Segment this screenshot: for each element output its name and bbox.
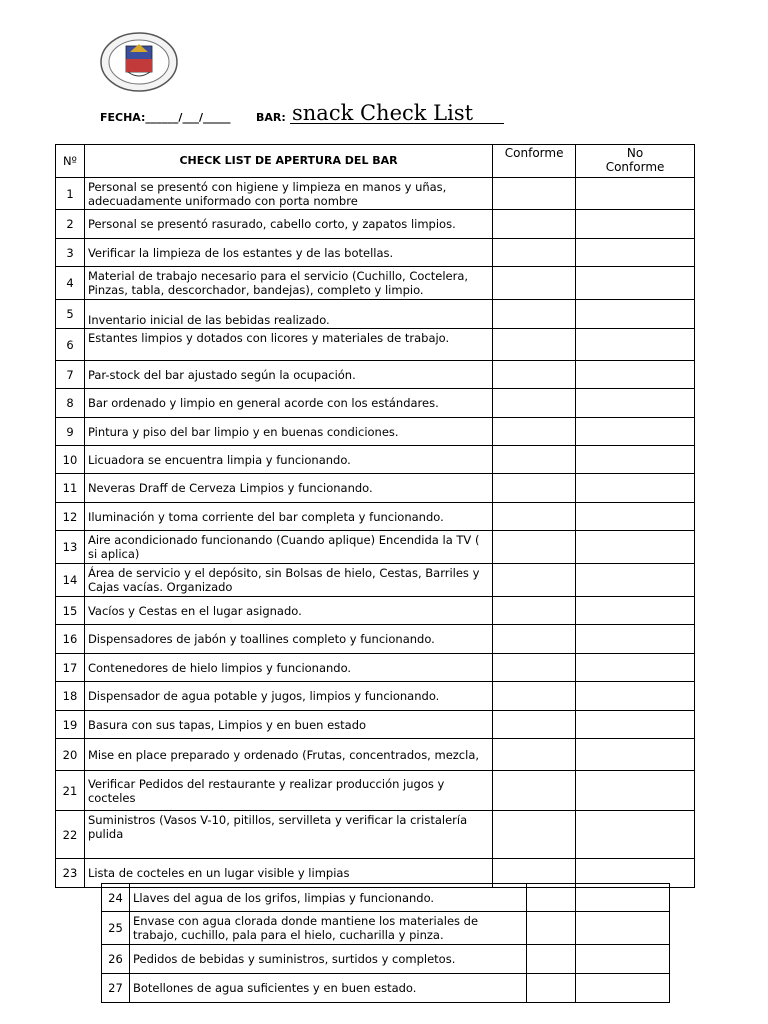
bar-label: BAR: <box>256 111 286 124</box>
row-item-text: Personal se presentó con higiene y limpieza en manos y uñas, adecuadamente uniformado con porta nombre <box>84 178 492 210</box>
row-item-text: Dispensadores de jabón y toallines completo y funcionando. <box>84 625 492 654</box>
row-number: 22 <box>56 811 85 859</box>
no-conforme-cell[interactable] <box>576 597 695 625</box>
table-row <box>56 239 695 267</box>
conforme-cell[interactable] <box>493 711 576 739</box>
no-conforme-cell[interactable] <box>576 178 695 210</box>
no-conforme-cell[interactable] <box>576 210 695 239</box>
conforme-cell[interactable] <box>493 239 576 267</box>
table-row <box>56 711 695 739</box>
table-row <box>56 361 695 389</box>
row-item-text: Basura con sus tapas, Limpios y en buen estado <box>84 711 492 739</box>
table-row <box>102 945 670 974</box>
row-item-text: Inventario inicial de las bebidas realizado. <box>84 300 492 329</box>
table-row <box>102 912 670 945</box>
no-conforme-cell[interactable] <box>576 446 695 474</box>
row-item-text: Dispensador de agua potable y jugos, limpios y funcionando. <box>84 682 492 711</box>
row-item-text: Contenedores de hielo limpios y funcionando. <box>84 654 492 682</box>
no-conforme-cell[interactable] <box>576 503 695 531</box>
seal-logo-icon <box>100 32 178 92</box>
row-number: 6 <box>56 329 85 361</box>
header <box>100 101 520 128</box>
conforme-cell[interactable] <box>493 361 576 389</box>
row-item-text: Pedidos de bebidas y suministros, surtidos y completos. <box>129 945 526 974</box>
no-conforme-cell[interactable] <box>576 739 695 771</box>
row-item-text: Par-stock del bar ajustado según la ocupación. <box>84 361 492 389</box>
row-number: 7 <box>56 361 85 389</box>
conforme-cell[interactable] <box>493 564 576 597</box>
conforme-cell[interactable] <box>493 210 576 239</box>
no-conforme-cell[interactable] <box>576 418 695 446</box>
row-number: 20 <box>56 739 85 771</box>
row-item-text: Mise en place preparado y ordenado (Frutas, concentrados, mezcla, <box>84 739 492 771</box>
no-conforme-cell[interactable] <box>576 300 695 329</box>
conforme-cell[interactable] <box>493 625 576 654</box>
conforme-cell[interactable] <box>527 912 576 945</box>
table-row <box>56 771 695 811</box>
row-number: 1 <box>56 178 85 210</box>
row-number: 11 <box>56 474 85 503</box>
no-conforme-cell[interactable] <box>576 564 695 597</box>
conforme-cell[interactable] <box>493 446 576 474</box>
no-conforme-cell[interactable] <box>576 389 695 418</box>
row-item-text: Verificar Pedidos del restaurante y realizar producción jugos y cocteles <box>84 771 492 811</box>
row-number: 18 <box>56 682 85 711</box>
no-conforme-cell[interactable] <box>576 711 695 739</box>
table-row <box>56 329 695 361</box>
row-number: 24 <box>102 884 130 912</box>
no-conforme-cell[interactable] <box>576 531 695 564</box>
row-item-text: Lista de cocteles en un lugar visible y limpias <box>84 859 492 888</box>
table-row <box>56 597 695 625</box>
table-row <box>56 739 695 771</box>
row-item-text: Estantes limpios y dotados con licores y materiales de trabajo. <box>84 329 492 361</box>
conforme-cell[interactable] <box>493 682 576 711</box>
row-item-text: Llaves del agua de los grifos, limpias y funcionando. <box>129 884 526 912</box>
row-item-text: Botellones de agua suficientes y en buen estado. <box>129 974 526 1003</box>
no-conforme-cell[interactable] <box>576 239 695 267</box>
row-number: 21 <box>56 771 85 811</box>
table-row <box>56 210 695 239</box>
row-number: 13 <box>56 531 85 564</box>
conforme-cell[interactable] <box>493 474 576 503</box>
row-number: 15 <box>56 597 85 625</box>
conforme-cell[interactable] <box>493 300 576 329</box>
table-row <box>102 974 670 1003</box>
row-number: 27 <box>102 974 130 1003</box>
conforme-cell[interactable] <box>527 945 576 974</box>
conforme-cell[interactable] <box>493 654 576 682</box>
conforme-cell[interactable] <box>493 739 576 771</box>
table-row <box>56 625 695 654</box>
no-conforme-cell[interactable] <box>576 912 670 945</box>
fecha-label: FECHA:______/___/_____ <box>100 111 231 124</box>
no-conforme-cell[interactable] <box>576 974 670 1003</box>
checklist-table-continued <box>101 883 670 1003</box>
row-number: 17 <box>56 654 85 682</box>
row-number: 25 <box>102 912 130 945</box>
no-conforme-cell[interactable] <box>576 945 670 974</box>
row-number: 5 <box>56 300 85 329</box>
table-row <box>56 654 695 682</box>
table-row <box>56 178 695 210</box>
conforme-cell[interactable] <box>493 389 576 418</box>
row-number: 3 <box>56 239 85 267</box>
row-number: 19 <box>56 711 85 739</box>
no-conforme-cell[interactable] <box>576 625 695 654</box>
bar-value: snack Check List <box>290 102 504 124</box>
table-row <box>56 418 695 446</box>
table-row <box>56 531 695 564</box>
row-number: 9 <box>56 418 85 446</box>
table-header-row <box>56 145 695 178</box>
table-row <box>56 564 695 597</box>
header-title: CHECK LIST DE APERTURA DEL BAR <box>84 145 492 178</box>
conforme-cell[interactable] <box>493 771 576 811</box>
conforme-cell[interactable] <box>493 503 576 531</box>
row-number: 23 <box>56 859 85 888</box>
header-no-conforme-line2: Conforme <box>605 160 665 174</box>
row-item-text: Envase con agua clorada donde mantiene los materiales de trabajo, cuchillo, pala para el hielo, cucharilla y pinza. <box>129 912 526 945</box>
row-number: 14 <box>56 564 85 597</box>
table-row <box>56 811 695 859</box>
row-item-text: Verificar la limpieza de los estantes y de las botellas. <box>84 239 492 267</box>
no-conforme-cell[interactable] <box>576 474 695 503</box>
row-item-text: Pintura y piso del bar limpio y en buenas condiciones. <box>84 418 492 446</box>
table-row <box>56 300 695 329</box>
conforme-cell[interactable] <box>493 418 576 446</box>
conforme-cell[interactable] <box>493 329 576 361</box>
table-row <box>56 682 695 711</box>
no-conforme-cell[interactable] <box>576 771 695 811</box>
table-row <box>56 474 695 503</box>
row-number: 8 <box>56 389 85 418</box>
table-row <box>102 884 670 912</box>
conforme-cell[interactable] <box>493 597 576 625</box>
row-item-text: Neveras Draff de Cerveza Limpios y funcionando. <box>84 474 492 503</box>
row-item-text: Área de servicio y el depósito, sin Bolsas de hielo, Cestas, Barriles y Cajas vacías. Organizado <box>84 564 492 597</box>
row-number: 2 <box>56 210 85 239</box>
row-item-text: Personal se presentó rasurado, cabello corto, y zapatos limpios. <box>84 210 492 239</box>
no-conforme-cell[interactable] <box>576 682 695 711</box>
header-num: Nº <box>56 145 85 178</box>
no-conforme-cell[interactable] <box>576 884 670 912</box>
row-item-text: Suministros (Vasos V-10, pitillos, servilleta y verificar la cristalería pulida <box>84 811 492 859</box>
row-item-text: Bar ordenado y limpio en general acorde con los estándares. <box>84 389 492 418</box>
header-conforme: Conforme <box>493 145 576 178</box>
row-item-text: Aire acondicionado funcionando (Cuando aplique) Encendida la TV ( si aplica) <box>84 531 492 564</box>
row-number: 4 <box>56 267 85 300</box>
table-row <box>56 503 695 531</box>
row-item-text: Licuadora se encuentra limpia y funcionando. <box>84 446 492 474</box>
no-conforme-cell[interactable] <box>576 329 695 361</box>
conforme-cell[interactable] <box>527 974 576 1003</box>
row-number: 10 <box>56 446 85 474</box>
no-conforme-cell[interactable] <box>576 654 695 682</box>
conforme-cell[interactable] <box>493 267 576 300</box>
row-item-text: Material de trabajo necesario para el servicio (Cuchillo, Coctelera, Pinzas, tabla, descorchador, bandejas), completo y limpio. <box>84 267 492 300</box>
table-row <box>56 446 695 474</box>
checklist-table <box>55 144 695 888</box>
table-row <box>56 389 695 418</box>
row-number: 26 <box>102 945 130 974</box>
conforme-cell[interactable] <box>493 811 576 859</box>
header-no-conforme <box>576 145 695 178</box>
header-no-conforme-line1: No <box>626 146 644 160</box>
row-item-text: Vacíos y Cestas en el lugar asignado. <box>84 597 492 625</box>
no-conforme-cell[interactable] <box>576 361 695 389</box>
no-conforme-cell[interactable] <box>576 267 695 300</box>
conforme-cell[interactable] <box>527 884 576 912</box>
no-conforme-cell[interactable] <box>576 811 695 859</box>
row-item-text: Iluminación y toma corriente del bar completa y funcionando. <box>84 503 492 531</box>
row-number: 16 <box>56 625 85 654</box>
conforme-cell[interactable] <box>493 531 576 564</box>
table-row <box>56 267 695 300</box>
conforme-cell[interactable] <box>493 178 576 210</box>
row-number: 12 <box>56 503 85 531</box>
